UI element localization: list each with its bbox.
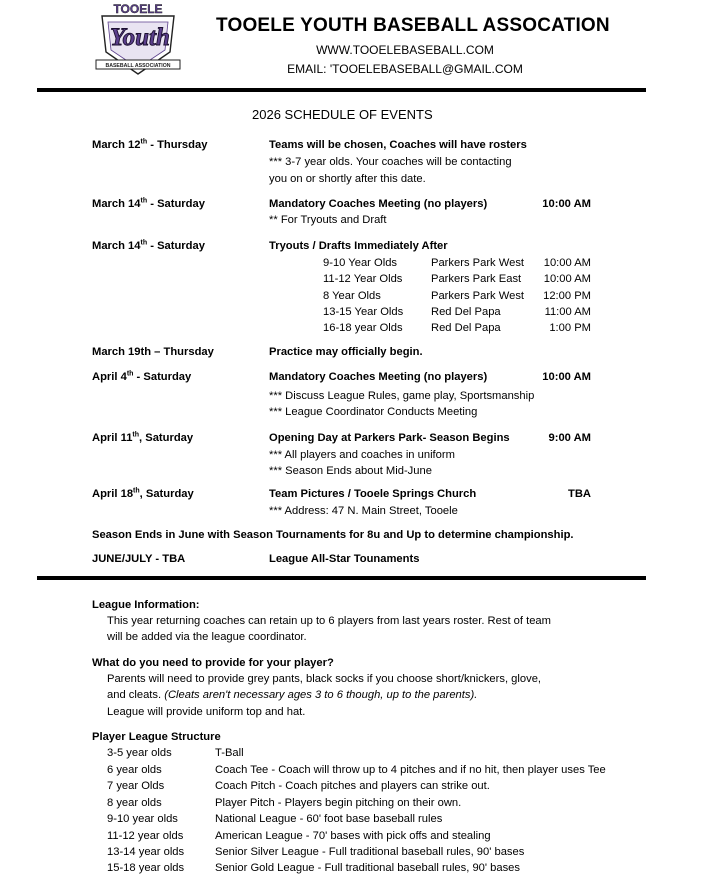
schedule-title: 2026 SCHEDULE OF EVENTS <box>252 107 433 122</box>
event-note: ** For Tryouts and Draft <box>269 214 387 226</box>
tryout-time: 12:00 PM <box>543 290 591 302</box>
provide-text: and cleats. (Cleats aren't necessary ages 3 to 6 though, up to the parents). <box>107 689 478 701</box>
section-divider <box>37 576 646 580</box>
tryout-age: 11-12 Year Olds <box>323 273 403 285</box>
email: EMAIL: 'TOOELEBASEBALL@GMAIL.COM <box>287 62 523 76</box>
logo-script-text: Youth <box>110 24 170 51</box>
event-title: Team Pictures / Tooele Springs Church <box>269 488 477 500</box>
tryout-age: 9-10 Year Olds <box>323 257 398 269</box>
structure-desc: National League - 60' foot base baseball rules <box>215 813 443 825</box>
logo-top-text: TOOELE <box>113 2 163 16</box>
header-divider <box>37 88 646 92</box>
event-title: Mandatory Coaches Meeting (no players) <box>269 198 488 210</box>
event-note: *** League Coordinator Conducts Meeting <box>269 406 478 418</box>
provide-text: League will provide uniform top and hat. <box>107 706 306 718</box>
event-note: you on or shortly after this date. <box>269 173 426 185</box>
event-date: March 14th - Saturday <box>92 197 205 210</box>
website: WWW.TOOELEBASEBALL.COM <box>316 43 494 57</box>
event-note: *** Discuss League Rules, game play, Sportsmanship <box>269 390 535 402</box>
provide-text: Parents will need to provide grey pants, black socks if you choose short/knickers, glove, <box>107 673 542 685</box>
structure-heading: Player League Structure <box>92 731 221 743</box>
event-note: *** Address: 47 N. Main Street, Tooele <box>269 505 458 517</box>
provide-heading: What do you need to provide for your player? <box>92 657 334 669</box>
league-logo <box>88 2 188 78</box>
event-date: March 12th - Thursday <box>92 138 208 151</box>
event-note: *** All players and coaches in uniform <box>269 449 455 461</box>
structure-desc: American League - 70' bases with pick offs and stealing <box>215 830 491 842</box>
event-title: Practice may officially begin. <box>269 346 423 358</box>
event-title: Teams will be chosen, Coaches will have rosters <box>269 139 527 151</box>
structure-age: 3-5 year olds <box>107 747 172 759</box>
event-title: Tryouts / Drafts Immediately After <box>269 240 448 252</box>
event-date: April 4th - Saturday <box>92 370 192 383</box>
logo-ribbon-text: BASEBALL ASSOCIATION <box>105 63 171 69</box>
structure-desc: Coach Tee - Coach will throw up to 4 pitches and if no hit, then player uses Tee <box>215 764 606 776</box>
league-info-heading: League Information: <box>92 599 200 611</box>
tryout-location: Parkers Park West <box>431 257 525 269</box>
event-time: 10:00 AM <box>542 198 591 210</box>
structure-age: 7 year Olds <box>107 780 165 792</box>
event-time: 10:00 AM <box>542 371 591 383</box>
structure-age: 9-10 year olds <box>107 813 178 825</box>
structure-age: 6 year olds <box>107 764 162 776</box>
event-time: 9:00 AM <box>548 432 591 444</box>
event-date: April 11th, Saturday <box>92 431 194 444</box>
tryout-age: 16-18 year Olds <box>323 322 403 334</box>
event-note: *** 3-7 year olds. Your coaches will be contacting <box>269 156 512 168</box>
tryout-time: 10:00 AM <box>543 257 591 269</box>
structure-desc: T-Ball <box>215 747 244 759</box>
tryout-location: Parkers Park East <box>431 273 522 285</box>
tryout-time: 10:00 AM <box>543 273 591 285</box>
tryout-time: 11:00 AM <box>544 306 591 318</box>
structure-age: 15-18 year olds <box>107 862 185 874</box>
event-note: *** Season Ends about Mid-June <box>269 465 432 477</box>
event-time: TBA <box>568 488 591 500</box>
season-note: Season Ends in June with Season Tournaments for 8u and Up to determine championship. <box>92 529 574 541</box>
league-info-text: will be added via the league coordinator. <box>107 631 307 643</box>
structure-desc: Senior Gold League - Full traditional baseball rules, 90' bases <box>215 862 521 874</box>
event-title: Opening Day at Parkers Park- Season Begins <box>269 432 510 444</box>
structure-desc: Senior Silver League - Full traditional baseball rules, 90' bases <box>215 846 525 858</box>
structure-age: 13-14 year olds <box>107 846 185 858</box>
event-title: Mandatory Coaches Meeting (no players) <box>269 371 488 383</box>
tryout-age: 13-15 Year Olds <box>323 306 404 318</box>
tryout-time: 1:00 PM <box>549 322 591 334</box>
page-title: TOOELE YOUTH BASEBALL ASSOCATION <box>216 15 610 36</box>
structure-desc: Player Pitch - Players begin pitching on their own. <box>215 797 462 809</box>
structure-desc: Coach Pitch - Coach pitches and players can strike out. <box>215 780 490 792</box>
event-date: April 18th, Saturday <box>92 487 194 500</box>
tryout-location: Parkers Park West <box>431 290 525 302</box>
structure-age: 11-12 year olds <box>107 830 184 842</box>
tryout-location: Red Del Papa <box>431 322 501 334</box>
league-info-text: This year returning coaches can retain up to 6 players from last years roster. Rest of team <box>107 615 551 627</box>
allstar-date: JUNE/JULY - TBA <box>92 553 186 565</box>
tryout-age: 8 Year Olds <box>323 290 381 302</box>
event-date: March 19th – Thursday <box>92 346 214 358</box>
event-date: March 14th - Saturday <box>92 239 205 252</box>
tryout-location: Red Del Papa <box>431 306 501 318</box>
allstar-title: League All-Star Tounaments <box>269 553 420 565</box>
structure-age: 8 year olds <box>107 797 162 809</box>
